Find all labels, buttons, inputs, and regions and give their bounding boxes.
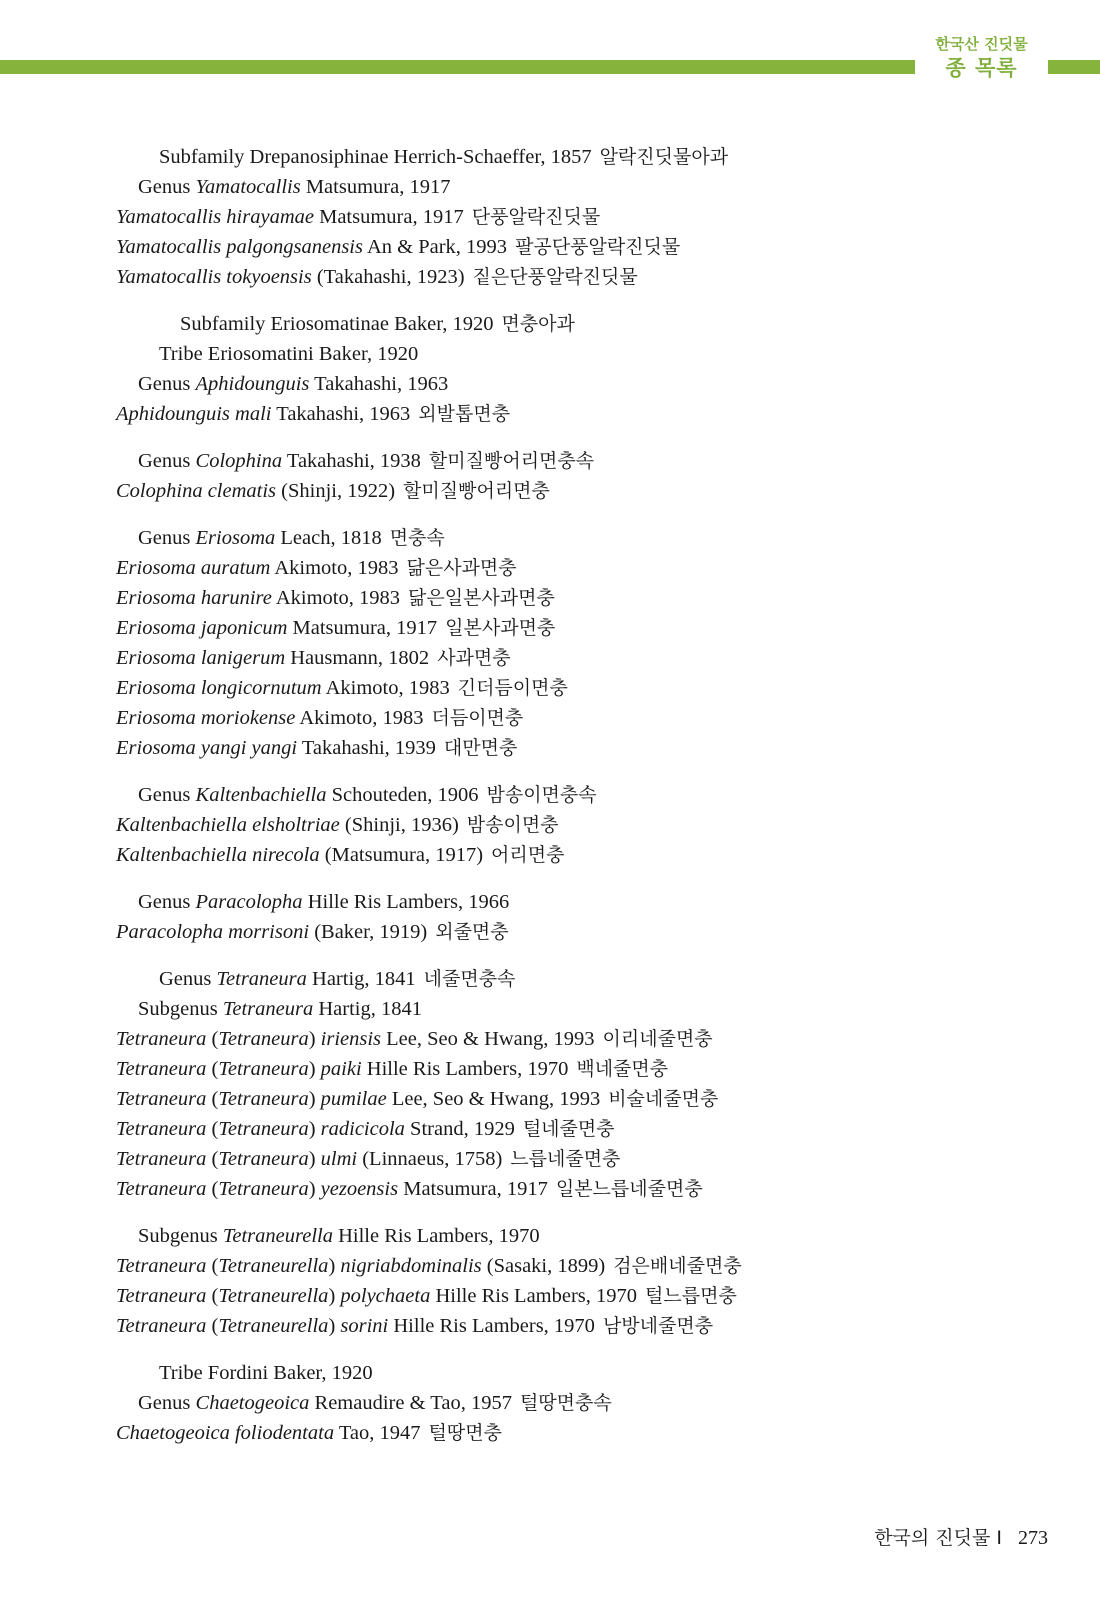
taxon-text: Schouteden, 1906 (326, 784, 479, 806)
taxon-text: Hille Ris Lambers, 1970 (388, 1315, 595, 1337)
taxon-entry (116, 1174, 1016, 1204)
taxon-entry (116, 780, 1016, 810)
taxon-entry (116, 172, 1016, 202)
korean-name: 대만면충 (443, 737, 518, 759)
taxon-text: (Linnaeus, 1758) (357, 1148, 503, 1170)
taxon-name: Aphidounguis mali (116, 403, 272, 425)
taxon-name: Tetraneura (116, 1285, 207, 1307)
taxon-entry (116, 887, 1016, 917)
taxon-text: (Takahashi, 1923) (311, 266, 465, 288)
korean-name: 할미질빵어리면충 (403, 480, 550, 502)
taxon-name: yezoensis (320, 1178, 399, 1200)
taxon-text: Hille Ris Lambers, 1970 (430, 1285, 638, 1307)
korean-name: 느릅네줄면충 (510, 1148, 621, 1170)
korean-name: 백네줄면충 (576, 1058, 669, 1080)
taxon-name: Tetraneura (116, 1148, 207, 1170)
taxon-name: Tetraneura (222, 998, 314, 1020)
taxon-entry (116, 232, 1016, 262)
taxon-text: Leach, 1818 (275, 527, 382, 549)
taxon-text: Genus (138, 527, 196, 549)
taxon-name: Tetraneurella (218, 1285, 329, 1307)
taxon-name: polychaeta (340, 1285, 431, 1307)
korean-name: 외발톱면충 (418, 403, 511, 425)
taxon-entry (116, 733, 1016, 763)
taxon-name: Tetraneura (116, 1118, 207, 1140)
running-header (915, 34, 1048, 82)
taxon-text: Tao, 1947 (334, 1422, 421, 1444)
taxon-name: Tetraneura (218, 1028, 309, 1050)
taxon-entry (116, 1024, 1016, 1054)
taxon-entry (116, 446, 1016, 476)
korean-name: 일본느릅네줄면충 (555, 1178, 703, 1200)
taxon-text: Takahashi, 1938 (282, 450, 421, 472)
korean-name: 털느릅면충 (645, 1285, 737, 1307)
taxon-text: Subfamily Eriosomatinae Baker, 1920 (180, 313, 494, 335)
taxon-entry (116, 1251, 1016, 1281)
taxon-text: ( (206, 1058, 219, 1080)
taxon-name: Eriosoma moriokense (116, 707, 296, 729)
taxon-name: Colophina clematis (116, 480, 277, 502)
korean-name: 밤송이면충속 (486, 784, 597, 806)
taxon-name: Yamatocallis tokyoensis (116, 266, 312, 288)
taxon-entry (116, 1281, 1016, 1311)
taxon-entry (116, 673, 1016, 703)
taxon-name: Eriosoma harunire (116, 587, 272, 609)
korean-name: 일본사과면충 (445, 617, 556, 639)
taxon-text: Akimoto, 1983 (321, 677, 450, 699)
taxon-text: Lee, Seo & Hwang, 1993 (386, 1088, 601, 1110)
taxon-name: Chaetogeoica foliodentata (116, 1422, 335, 1444)
footer-book-title: 한국의 진딧물 I (874, 1527, 1002, 1549)
taxon-text: ( (206, 1088, 219, 1110)
taxon-entry (116, 643, 1016, 673)
korean-name: 할미질빵어리면충속 (428, 450, 595, 472)
taxon-text: ) (328, 1285, 341, 1307)
taxon-text: Akimoto, 1983 (270, 557, 399, 579)
korean-name: 알락진딧물아과 (599, 146, 729, 168)
taxon-name: Eriosoma lanigerum (116, 647, 286, 669)
taxon-entry (116, 917, 1016, 947)
taxon-entry (116, 309, 1016, 339)
taxon-text: Matsumura, 1917 (313, 206, 464, 228)
taxon-text: Subfamily Drepanosiphinae Herrich-Schaeffer, 1857 (159, 146, 592, 168)
taxon-entry (116, 339, 1016, 369)
taxon-text: Tribe Eriosomatini Baker, 1920 (159, 343, 419, 365)
taxon-text: (Sasaki, 1899) (481, 1255, 606, 1277)
taxon-entry (116, 840, 1016, 870)
taxon-text: ) (308, 1028, 321, 1050)
taxon-text: Genus (138, 450, 196, 472)
taxon-text: ) (308, 1058, 321, 1080)
taxon-text: Hartig, 1841 (306, 968, 416, 990)
taxon-name: Tetraneura (218, 1088, 309, 1110)
taxon-name: Tetraneura (218, 1178, 309, 1200)
header-rule-right (1048, 60, 1100, 74)
taxon-text: ( (206, 1255, 219, 1277)
taxon-name: ulmi (320, 1148, 358, 1170)
korean-name: 비술네줄면충 (608, 1088, 719, 1110)
korean-name: 어리면충 (491, 844, 565, 866)
taxon-name: Eriosoma auratum (116, 557, 271, 579)
taxon-entry (116, 369, 1016, 399)
taxon-text: ) (328, 1255, 341, 1277)
page-footer (874, 1523, 1048, 1550)
taxon-text: Matsumura, 1917 (300, 176, 451, 198)
taxon-text: ( (206, 1148, 219, 1170)
taxon-text: Takahashi, 1963 (309, 373, 449, 395)
header-rule-left (0, 60, 915, 74)
korean-name: 털네줄면충 (522, 1118, 615, 1140)
taxon-text: Hausmann, 1802 (285, 647, 430, 669)
korean-name: 네줄면충속 (423, 968, 516, 990)
taxon-name: Kaltenbachiella nirecola (116, 844, 320, 866)
taxon-text: Takahashi, 1939 (297, 737, 436, 759)
taxon-name: Tetraneura (116, 1058, 207, 1080)
taxon-entry (116, 553, 1016, 583)
taxon-text: Hartig, 1841 (313, 998, 422, 1020)
taxon-entry (116, 1358, 1016, 1388)
taxon-name: Tetraneura (116, 1088, 207, 1110)
taxon-name: Tetraneurella (218, 1315, 329, 1337)
taxon-text: Hille Ris Lambers, 1966 (302, 891, 510, 913)
taxon-text: (Baker, 1919) (309, 921, 428, 943)
korean-name: 단풍알락진딧물 (471, 206, 601, 228)
taxon-name: Tetraneura (218, 1058, 309, 1080)
taxon-entry (116, 1388, 1016, 1418)
korean-name: 팔공단풍알락진딧물 (515, 236, 681, 258)
korean-name: 털땅면충속 (519, 1392, 612, 1414)
taxon-name: Eriosoma longicornutum (116, 677, 322, 699)
taxon-entry (116, 202, 1016, 232)
korean-name: 닮은일본사과면충 (407, 587, 555, 609)
taxon-text: ) (308, 1148, 321, 1170)
taxon-name: Paracolopha morrisoni (116, 921, 310, 943)
taxon-name: Eriosoma yangi yangi (116, 737, 298, 759)
taxon-text: Subgenus (138, 998, 223, 1020)
taxon-entry (116, 583, 1016, 613)
korean-name: 털땅면충 (428, 1422, 502, 1444)
taxon-entry (116, 1054, 1016, 1084)
korean-name: 긴더듬이면충 (457, 677, 568, 699)
taxon-name: Tetraneurella (218, 1255, 329, 1277)
taxon-text: Hille Ris Lambers, 1970 (361, 1058, 569, 1080)
taxon-name: Yamatocallis (195, 176, 301, 198)
taxon-entry (116, 1221, 1016, 1251)
taxon-name: pumilae (320, 1088, 387, 1110)
taxon-text: Remaudire & Tao, 1957 (309, 1392, 512, 1414)
taxon-name: iriensis (320, 1028, 382, 1050)
taxon-name: Tetraneura (218, 1118, 309, 1140)
taxon-name: Aphidounguis (195, 373, 310, 395)
taxon-entry (116, 1114, 1016, 1144)
taxon-entry (116, 142, 1016, 172)
taxon-entry (116, 1311, 1016, 1341)
taxon-text: (Matsumura, 1917) (319, 844, 484, 866)
taxon-name: Yamatocallis palgongsanensis (116, 236, 363, 258)
taxon-text: (Shinji, 1936) (339, 814, 459, 836)
taxon-text: Genus (138, 784, 196, 806)
taxon-text: Takahashi, 1963 (271, 403, 411, 425)
taxon-text: ( (206, 1178, 219, 1200)
taxon-entry (116, 1418, 1016, 1448)
taxon-name: Chaetogeoica (195, 1392, 310, 1414)
taxon-text: ( (206, 1315, 219, 1337)
running-header-subtitle: 한국산 진딧물 (935, 35, 1028, 53)
taxon-text: ( (206, 1285, 219, 1307)
taxon-name: Tetraneura (218, 1148, 309, 1170)
taxon-name: paiki (320, 1058, 362, 1080)
taxon-name: Eriosoma japonicum (116, 617, 288, 639)
taxon-entry (116, 1084, 1016, 1114)
taxon-entry (116, 703, 1016, 733)
taxon-text: ( (206, 1118, 219, 1140)
korean-name: 닮은사과면충 (406, 557, 517, 579)
taxon-name: Colophina (195, 450, 283, 472)
taxon-name: Yamatocallis hirayamae (116, 206, 314, 228)
taxon-text: Lee, Seo & Hwang, 1993 (381, 1028, 595, 1050)
korean-name: 면충아과 (501, 313, 575, 335)
page-number: 273 (1018, 1527, 1048, 1549)
taxon-text: ( (206, 1028, 219, 1050)
taxon-name: Kaltenbachiella (195, 784, 327, 806)
taxon-text: Genus (159, 968, 217, 990)
taxon-text: ) (308, 1088, 321, 1110)
taxon-text: ) (308, 1118, 321, 1140)
taxon-name: Tetraneura (116, 1255, 207, 1277)
taxon-name: Tetraneura (116, 1028, 207, 1050)
taxon-text: Genus (138, 1392, 196, 1414)
species-list (116, 142, 1016, 1448)
taxon-text: Strand, 1929 (404, 1118, 515, 1140)
taxon-name: Eriosoma (195, 527, 276, 549)
taxon-name: radicicola (320, 1118, 405, 1140)
taxon-text: Genus (138, 373, 196, 395)
taxon-text: Akimoto, 1983 (271, 587, 400, 609)
taxon-text: Matsumura, 1917 (398, 1178, 548, 1200)
taxon-text: (Shinji, 1922) (276, 480, 396, 502)
taxon-entry (116, 523, 1016, 553)
taxon-name: sorini (340, 1315, 389, 1337)
taxon-text: Akimoto, 1983 (295, 707, 424, 729)
running-header-title: 종 목록 (945, 56, 1018, 80)
taxon-name: Tetraneura (116, 1315, 207, 1337)
taxon-entry (116, 476, 1016, 506)
taxon-entry (116, 399, 1016, 429)
korean-name: 외줄면충 (435, 921, 509, 943)
taxon-text: ) (308, 1178, 321, 1200)
korean-name: 이리네줄면충 (602, 1028, 713, 1050)
taxon-name: nigriabdominalis (340, 1255, 482, 1277)
taxon-entry (116, 994, 1016, 1024)
korean-name: 남방네줄면충 (602, 1315, 714, 1337)
taxon-entry (116, 810, 1016, 840)
taxon-name: Paracolopha (195, 891, 303, 913)
taxon-text: An & Park, 1993 (362, 236, 508, 258)
taxon-name: Tetraneura (116, 1178, 207, 1200)
taxon-name: Kaltenbachiella elsholtriae (116, 814, 340, 836)
taxon-text: Genus (138, 891, 196, 913)
taxon-entry (116, 1144, 1016, 1174)
taxon-text: Tribe Fordini Baker, 1920 (159, 1362, 373, 1384)
korean-name: 짙은단풍알락진딧물 (472, 266, 638, 288)
korean-name: 더듬이면충 (431, 707, 524, 729)
korean-name: 검은배네줄면충 (613, 1255, 742, 1277)
taxon-text: Matsumura, 1917 (287, 617, 438, 639)
taxon-entry (116, 262, 1016, 292)
korean-name: 면충속 (389, 527, 445, 549)
taxon-text: Genus (138, 176, 196, 198)
korean-name: 사과면충 (437, 647, 511, 669)
korean-name: 밤송이면충 (466, 814, 559, 836)
taxon-entry (116, 964, 1016, 994)
taxon-name: Tetraneura (216, 968, 307, 990)
taxon-text: ) (328, 1315, 341, 1337)
taxon-text: Subgenus (138, 1225, 223, 1247)
taxon-name: Tetraneurella (222, 1225, 333, 1247)
taxon-text: Hille Ris Lambers, 1970 (332, 1225, 540, 1247)
taxon-entry (116, 613, 1016, 643)
